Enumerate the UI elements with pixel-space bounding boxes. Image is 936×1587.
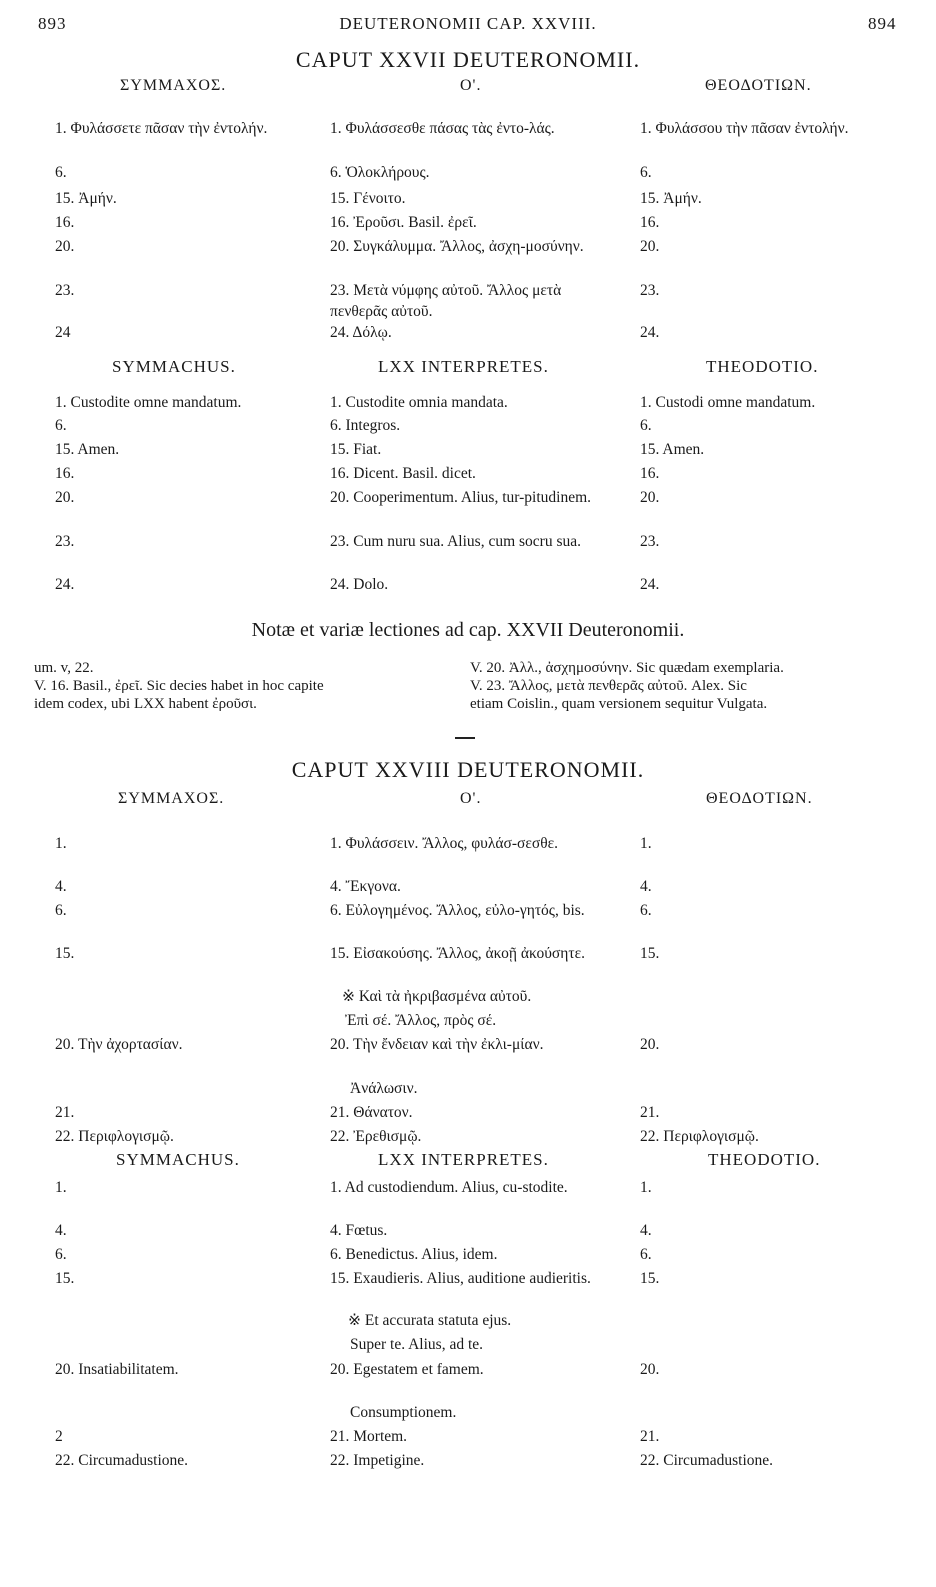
cell-theodotio: 20. [640,489,660,506]
cell-symmachus: 1. Φυλάσσετε πᾶσαν τὴν ἐντολήν. [55,120,268,137]
cell-symmachus: 15. [55,945,75,962]
cell-symmachus: 24. [55,576,75,593]
page-number-right: 894 [868,14,897,33]
cell-lxx: 22. Impetigine. [330,1452,425,1469]
cell-lxx: 15. Exaudieris. Alius, auditione audieritis. [330,1270,591,1287]
cell-theodotion: 23. [640,282,660,299]
cell-lxx: 6. Εὐλογημένος. Ἄλλος, εὐλο-γητός, bis. [330,902,585,919]
ch27-latin-header-symmachus: SYMMACHUS. [112,357,236,376]
cell-lxx: 6. Integros. [330,417,401,434]
cell-theodotio: 22. Circumadustione. [640,1452,774,1469]
cell-lxx: 20. Egestatem et famem. [330,1361,484,1378]
cell-lxx: ※ Et accurata statuta ejus. [348,1312,512,1329]
cell-theodotio: 24. [640,576,660,593]
cell-symmachus: 6. [55,417,67,434]
cell-theodotion: 16. [640,214,660,231]
cell-symmachus: 4. [55,1222,67,1239]
cell-theodotio: 4. [640,1222,652,1239]
ch28-latin-header-theodotio: THEODOTIO. [708,1150,821,1169]
cell-theodotion: 1. Φυλάσσου τὴν πᾶσαν ἐντολήν. [640,120,849,137]
cell-lxx: 4. Fœtus. [330,1222,388,1239]
ch28-latin-header-lxx: LXX INTERPRETES. [378,1150,549,1169]
ch27-greek-header-symmachus: ΣΥΜΜΑΧΟΣ. [120,77,227,94]
running-title: DEUTERONOMII CAP. XXVIII. [339,14,597,33]
cell-theodotion: 6. [640,902,652,919]
chapter27-title: CAPUT XXVII DEUTERONOMII. [295,47,641,72]
cell-theodotion: 21. [640,1104,660,1121]
cell-symmachus: 15. [55,1270,75,1287]
cell-lxx: 15. Εἰσακούσης. Ἄλλος, ἀκοῇ ἀκούσητε. [330,945,585,962]
cell-lxx: 24. Dolo. [330,576,389,593]
section-divider [455,737,475,739]
cell-lxx: Super te. Alius, ad te. [350,1336,484,1353]
notes-left-column: um. v, 22. V. 16. Basil., ἐρεῖ. Sic decies habet in hoc capite idem codex, ubi LXX habent ἐροῦσι. [34,660,324,712]
cell-theodotion: 22. Περιφλογισμῷ. [640,1128,759,1145]
cell-lxx: 15. Γένοιτο. [330,190,406,207]
cell-lxx: 23. Μετὰ νύμφης αὐτοῦ. Ἄλλος μετὰ πενθερᾶς αὐτοῦ. [330,282,562,320]
cell-lxx: 16. Ἐροῦσι. Basil. ἐρεῖ. [330,214,477,231]
cell-symmachus: 20. [55,489,75,506]
cell-symmachus: 20. [55,238,75,255]
cell-lxx: 6. Benedictus. Alius, idem. [330,1246,498,1263]
cell-lxx: 1. Ad custodiendum. Alius, cu-stodite. [330,1179,568,1196]
cell-theodotio: 6. [640,417,652,434]
cell-symmachus: 21. [55,1104,75,1121]
cell-symmachus: 4. [55,878,67,895]
cell-theodotio: 16. [640,465,660,482]
cell-symmachus: 6. [55,1246,67,1263]
cell-theodotion: 1. [640,835,652,852]
cell-theodotio: 20. [640,1361,660,1378]
cell-theodotio: 23. [640,533,660,550]
cell-symmachus: 22. Circumadustione. [55,1452,189,1469]
cell-theodotion: 6. [640,164,652,181]
cell-symmachus: 1. Custodite omne mandatum. [55,394,242,411]
cell-lxx: Ἀνάλωσιν. [350,1080,418,1097]
cell-theodotion: 20. [640,238,660,255]
cell-symmachus: 23. [55,533,75,550]
cell-lxx: 20. Τὴν ἔνδειαν καὶ τὴν ἐκλι-μίαν. [330,1036,544,1053]
cell-lxx: 21. Θάνατον. [330,1104,413,1121]
ch27-latin-header-lxx: LXX INTERPRETES. [378,357,549,376]
cell-symmachus: 1. [55,1179,67,1196]
cell-theodotio: 1. [640,1179,652,1196]
cell-lxx: 1. Φυλάσσεσθε πάσας τὰς ἐντο-λάς. [330,120,555,137]
ch28-greek-header-symmachus: ΣΥΜΜΑΧΟΣ. [118,790,225,807]
cell-theodotio: 1. Custodi omne mandatum. [640,394,816,411]
cell-symmachus: 6. [55,902,67,919]
ch28-latin-header-symmachus: SYMMACHUS. [116,1150,240,1169]
cell-symmachus: 24 [55,324,71,341]
cell-theodotio: 6. [640,1246,652,1263]
ch28-greek-header-theodotion: ΘΕΟΔΟΤΙΩΝ. [706,790,813,807]
cell-theodotion: 20. [640,1036,660,1053]
cell-symmachus: 15. Ἀμήν. [55,190,117,207]
cell-lxx: Ἐπὶ σέ. Ἄλλος, πρὸς σέ. [345,1012,497,1029]
cell-lxx: 16. Dicent. Basil. dicet. [330,465,476,482]
cell-lxx: 15. Fiat. [330,441,382,458]
cell-lxx: 4. Ἔκγονα. [330,878,401,895]
cell-theodotion: 15. Ἀμήν. [640,190,702,207]
cell-symmachus: 1. [55,835,67,852]
cell-symmachus: 16. [55,465,75,482]
cell-symmachus: 16. [55,214,75,231]
cell-lxx: 1. Custodite omnia mandata. [330,394,508,411]
cell-theodotio: 21. [640,1428,660,1445]
cell-symmachus: 6. [55,164,67,181]
cell-lxx: 22. Ἐρεθισμῷ. [330,1128,422,1145]
cell-lxx: 6. Ὁλοκλήρους. [330,164,430,181]
cell-theodotio: 15. Amen. [640,441,705,458]
cell-theodotio: 15. [640,1270,660,1287]
ch27-greek-header-lxx: Ο'. [460,77,482,94]
cell-lxx: 24. Δόλῳ. [330,324,392,341]
cell-lxx: 20. Cooperimentum. Alius, tur-pitudinem. [330,489,592,506]
cell-symmachus: 2 [55,1428,63,1445]
cell-symmachus: 15. Amen. [55,441,120,458]
cell-lxx: ※ Καὶ τὰ ἠκριβασμένα αὐτοῦ. [342,988,532,1005]
cell-theodotion: 15. [640,945,660,962]
cell-lxx: 23. Cum nuru sua. Alius, cum socru sua. [330,533,581,550]
notes-right-column: V. 20. Ἀλλ., ἀσχημοσύνην. Sic quædam exemplaria. V. 23. Ἄλλος, μετὰ πενθερᾶς αὐτοῦ. Alex. Sic etiam Coislin., quam versionem sequitur Vulgata. [470,660,784,712]
ch27-latin-header-theodotio: THEODOTIO. [706,357,819,376]
page-number-left: 893 [38,14,67,33]
ch28-greek-header-lxx: Ο'. [460,790,482,807]
cell-theodotion: 24. [640,324,660,341]
notes-title: Notæ et variæ lectiones ad cap. XXVII Deuteronomii. [251,619,685,641]
ch27-greek-header-theodotion: ΘΕΟΔΟΤΙΩΝ. [705,77,812,94]
cell-symmachus: 23. [55,282,75,299]
cell-lxx: 1. Φυλάσσειν. Ἄλλος, φυλάσ-σεσθε. [330,835,559,852]
cell-lxx: 21. Mortem. [330,1428,408,1445]
cell-symmachus: 20. Insatiabilitatem. [55,1361,179,1378]
cell-lxx: 20. Συγκάλυμμα. Ἄλλος, ἀσχη-μοσύνην. [330,238,584,255]
cell-symmachus: 20. Τὴν ἀχορτασίαν. [55,1036,183,1053]
cell-lxx: Consumptionem. [350,1404,457,1421]
cell-symmachus: 22. Περιφλογισμῷ. [55,1128,174,1145]
chapter28-title: CAPUT XXVIII DEUTERONOMII. [291,757,645,782]
cell-theodotion: 4. [640,878,652,895]
